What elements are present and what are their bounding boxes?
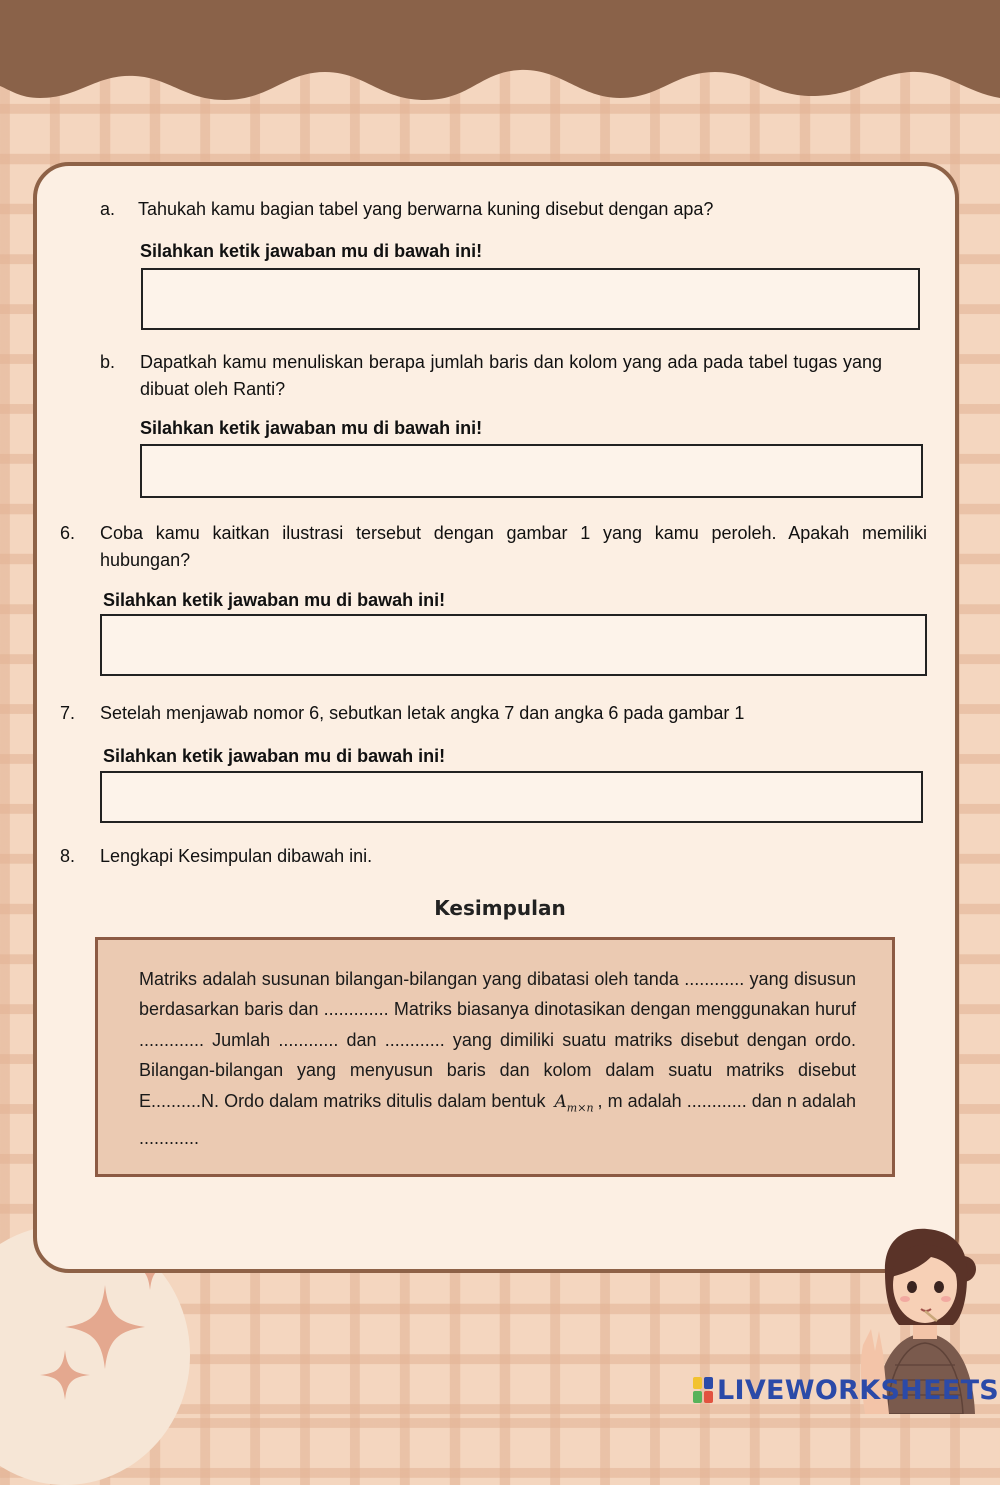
matrix-notation-base: A [554,1091,567,1112]
question-marker: 8. [60,846,76,866]
question-text: Setelah menjawab nomor 6, sebutkan letak angka 7 dan angka 6 pada gambar 1 [100,703,745,723]
question-text: Lengkapi Kesimpulan dibawah ini. [100,846,373,866]
conclusion-text: Matriks adalah susunan bilangan-bilangan yang dibatasi oleh tanda ............ yang disusun berdasarkan baris dan ............. Matriks biasanya dinotasikan dengan menggunakan huruf ............. Jumlah ............ dan ............ yang dimiliki suatu matriks disebut dengan ordo. Bilangan-bilangan yang menyusun baris dan kolom dalam suatu matriks disebut E..........N. Ordo dalam matriks ditulis dalam bentuk [139,969,856,1111]
question-6 [60,520,927,574]
matrix-notation-subscript: m×n [566,1101,594,1115]
top-wave-decoration [0,0,1000,120]
answer-prompt: Silahkan ketik jawaban mu di bawah ini! [103,746,446,766]
answer-prompt: Silahkan ketik jawaban mu di bawah ini! [103,590,446,610]
logo-text: LIVEWORKSHEETS [717,1374,1000,1406]
answer-input-b[interactable] [140,444,923,498]
question-b [100,349,882,403]
matrix-notation [551,1091,598,1115]
conclusion-text-end: , m adalah ............ dan n adalah ............ [139,1090,856,1149]
answer-input-6[interactable] [100,614,927,676]
question-marker: 7. [60,703,76,723]
question-text: Dapatkah kamu menuliskan berapa jumlah baris dan kolom yang ada pada tabel tugas yang dibuat oleh Ranti? [140,352,882,399]
question-text: Coba kamu kaitkan ilustrasi tersebut dengan gambar 1 yang kamu peroleh. Apakah memiliki hubungan? [100,523,927,570]
answer-input-7[interactable] [100,771,923,823]
question-marker: b. [100,352,116,372]
question-7 [60,700,927,727]
answer-prompt: Silahkan ketik jawaban mu di bawah ini! [140,241,483,261]
conclusion-heading: Kesimpulan [434,896,566,920]
conclusion-paragraph [139,964,856,1154]
conclusion-box [95,937,895,1177]
liveworksheets-logo [693,1372,999,1408]
question-text: Tahukah kamu bagian tabel yang berwarna kuning disebut dengan apa? [138,199,714,219]
logo-mark-icon [693,1377,713,1403]
answer-prompt: Silahkan ketik jawaban mu di bawah ini! [140,418,483,438]
question-8 [60,843,927,870]
question-marker: a. [100,199,116,219]
question-a [100,196,900,223]
answer-input-a[interactable] [141,268,920,330]
question-marker: 6. [60,523,76,543]
